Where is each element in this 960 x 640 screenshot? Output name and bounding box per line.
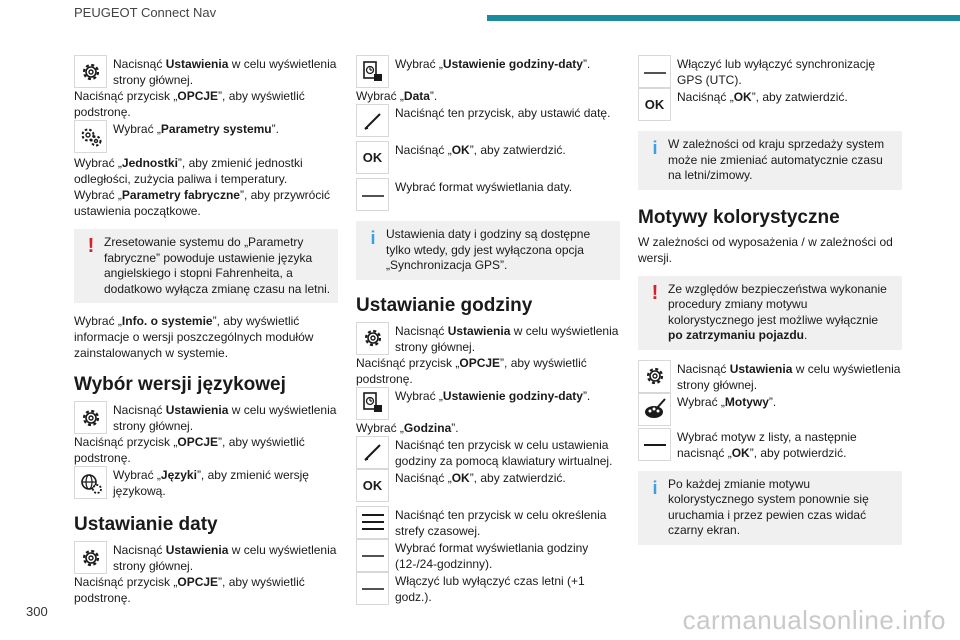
paragraph: Wybrać „Jednostki”, aby zmienić jednostki odległości, zużycia paliwa i temperatury. — [74, 156, 303, 186]
toggle-line-icon — [356, 539, 389, 572]
paragraph: Naciśnąć przycisk „OPCJE”, aby wyświetlić podstronę. — [74, 435, 305, 465]
info-box: i W zależności od kraju sprzedaży system może nie zmieniać automatycznie czasu na letni/zimowy. — [638, 131, 902, 190]
info-icon: i — [652, 477, 658, 498]
section-heading: Ustawianie daty — [74, 514, 218, 535]
column-2 — [356, 55, 620, 605]
ok-button-icon: OK — [356, 141, 389, 174]
step-time-date — [356, 387, 620, 420]
paragraph: Wybrać „Parametry fabryczne”, aby przywrócić ustawienia początkowe. — [74, 188, 330, 218]
step-text: Wybrać format wyświetlania godziny (12-/24-godzinny). — [395, 540, 589, 571]
step-text: Nacisnąć Ustawienia w celu wyświetlenia strony głównej. — [113, 543, 337, 573]
watermark: carmanualsonline.info — [682, 605, 946, 635]
step-gps-sync — [638, 55, 902, 88]
column-3 — [638, 55, 902, 545]
section-heading: Wybór wersji językowej — [74, 374, 286, 395]
step-text: Wybrać „Ustawienie godziny-daty”. — [395, 57, 591, 71]
step-dst — [356, 572, 620, 605]
section-heading: Ustawianie godziny — [356, 294, 533, 316]
ok-button-icon: OK — [638, 88, 671, 121]
double-gear-icon — [74, 120, 107, 153]
step-text: Wybrać „Parametry systemu”. — [113, 122, 279, 136]
paragraph: Naciśnąć przycisk „OPCJE”, aby wyświetlić podstronę. — [356, 355, 587, 386]
step-timezone — [356, 506, 620, 539]
paragraph: Naciśnąć przycisk „OPCJE”, aby wyświetlić podstronę. — [74, 575, 305, 605]
step-time-date — [356, 55, 620, 88]
gear-icon — [74, 541, 107, 574]
step-ok — [356, 469, 620, 502]
info-box: i Po każdej zmianie motywu kolorystycznego system ponownie się uruchamia i przez pewien czas widać czarny ekran. — [638, 471, 902, 545]
info-icon: i — [652, 138, 658, 158]
toggle-line-icon — [356, 178, 389, 211]
clock-calendar-icon — [356, 387, 389, 420]
step-text: Nacisnąć Ustawienia w celu wyświetlenia strony głównej. — [113, 403, 337, 433]
step-text: Wybrać format wyświetlania daty. — [395, 180, 573, 194]
paragraph: Wybrać „Godzina”. — [356, 420, 459, 435]
step-settings — [74, 55, 338, 88]
gear-icon — [356, 322, 389, 355]
step-settings — [638, 360, 902, 393]
step-themes — [638, 393, 902, 426]
step-languages — [74, 466, 338, 499]
step-text: Wybrać „Języki”, aby zmienić wersję językową. — [113, 468, 309, 498]
step-text: Naciśnąć „OK”, aby zatwierdzić. — [395, 143, 566, 157]
warning-box: ! Ze względów bezpieczeństwa wykonanie procedury zmiany motywu kolorystycznego jest możliwe wyłącznie po zatrzymaniu pojazdu. — [638, 276, 902, 350]
step-date-format — [356, 178, 620, 211]
paragraph: Wybrać „Data”. — [356, 89, 438, 103]
step-pick-theme — [638, 428, 902, 461]
step-text: Naciśnąć ten przycisk w celu ustawienia godziny za pomocą klawiatury wirtualnej. — [395, 437, 613, 468]
step-text: Naciśnąć ten przycisk, aby ustawić datę. — [395, 106, 611, 120]
warning-box: ! Zresetowanie systemu do „Parametry fabryczne” powoduje ustawienie języka angielskiego i stopni Fahrenheita, a dodatkowo wyłącza zmianę czasu na letni. — [74, 229, 338, 303]
step-system-params — [74, 120, 338, 153]
step-settings — [74, 541, 338, 574]
step-text: Nacisnąć Ustawienia w celu wyświetlenia strony głównej. — [113, 57, 337, 87]
paragraph: Wybrać „Info. o systemie”, aby wyświetlić informacje o wersji poszczególnych modułów zainstalowanych w systemie. — [74, 314, 314, 360]
step-time-format — [356, 539, 620, 572]
toggle-line-icon — [356, 572, 389, 605]
gear-icon — [74, 55, 107, 88]
list-icon — [356, 506, 389, 539]
ok-button-icon: OK — [356, 469, 389, 502]
language-gear-icon — [74, 466, 107, 499]
step-text: Nacisnąć Ustawienia w celu wyświetlenia strony głównej. — [395, 323, 619, 354]
step-text: Włączyć lub wyłączyć czas letni (+1 godz.). — [395, 573, 585, 604]
step-text: Naciśnąć „OK”, aby zatwierdzić. — [677, 90, 848, 104]
page-number: 300 — [26, 604, 48, 619]
step-settings — [74, 401, 338, 434]
info-icon: i — [370, 228, 376, 248]
step-text: Naciśnąć ten przycisk w celu określenia strefy czasowej. — [395, 507, 607, 538]
gear-icon — [74, 401, 107, 434]
step-text: Wybrać „Motywy”. — [677, 394, 777, 409]
section-heading: Motywy kolorystyczne — [638, 206, 840, 228]
toggle-line-icon — [638, 55, 671, 88]
info-box: i Ustawienia daty i godziny są dostępne tylko wtedy, gdy jest wyłączona opcja „Synchronizacja GPS”. — [356, 221, 620, 280]
step-text: Wybrać „Ustawienie godziny-daty”. — [395, 388, 591, 403]
gear-icon — [638, 360, 671, 393]
pencil-icon — [356, 104, 389, 137]
paragraph: Naciśnąć przycisk „OPCJE”, aby wyświetlić podstronę. — [74, 89, 305, 119]
step-text: Naciśnąć „OK”, aby zatwierdzić. — [395, 470, 566, 485]
warning-icon: ! — [87, 235, 95, 257]
toggle-line-icon — [638, 428, 671, 461]
step-text: Włączyć lub wyłączyć synchronizację GPS (UTC). — [677, 57, 876, 87]
step-edit-date — [356, 104, 620, 137]
step-settings — [356, 322, 620, 355]
step-text: Wybrać motyw z listy, a następnie nacisnąć „OK”, aby potwierdzić. — [677, 429, 857, 460]
column-1 — [74, 55, 338, 606]
running-header: PEUGEOT Connect Nav — [74, 5, 217, 20]
step-text: Nacisnąć Ustawienia w celu wyświetlenia strony głównej. — [677, 361, 901, 392]
warning-icon: ! — [651, 281, 659, 304]
header-accent-bar — [487, 15, 960, 21]
palette-icon — [638, 393, 671, 426]
step-edit-time — [356, 436, 620, 469]
step-ok — [356, 141, 620, 174]
clock-calendar-icon — [356, 55, 389, 88]
step-ok — [638, 88, 902, 121]
paragraph: W zależności od wyposażenia / w zależności od wersji. — [638, 234, 893, 265]
pencil-icon — [356, 436, 389, 469]
